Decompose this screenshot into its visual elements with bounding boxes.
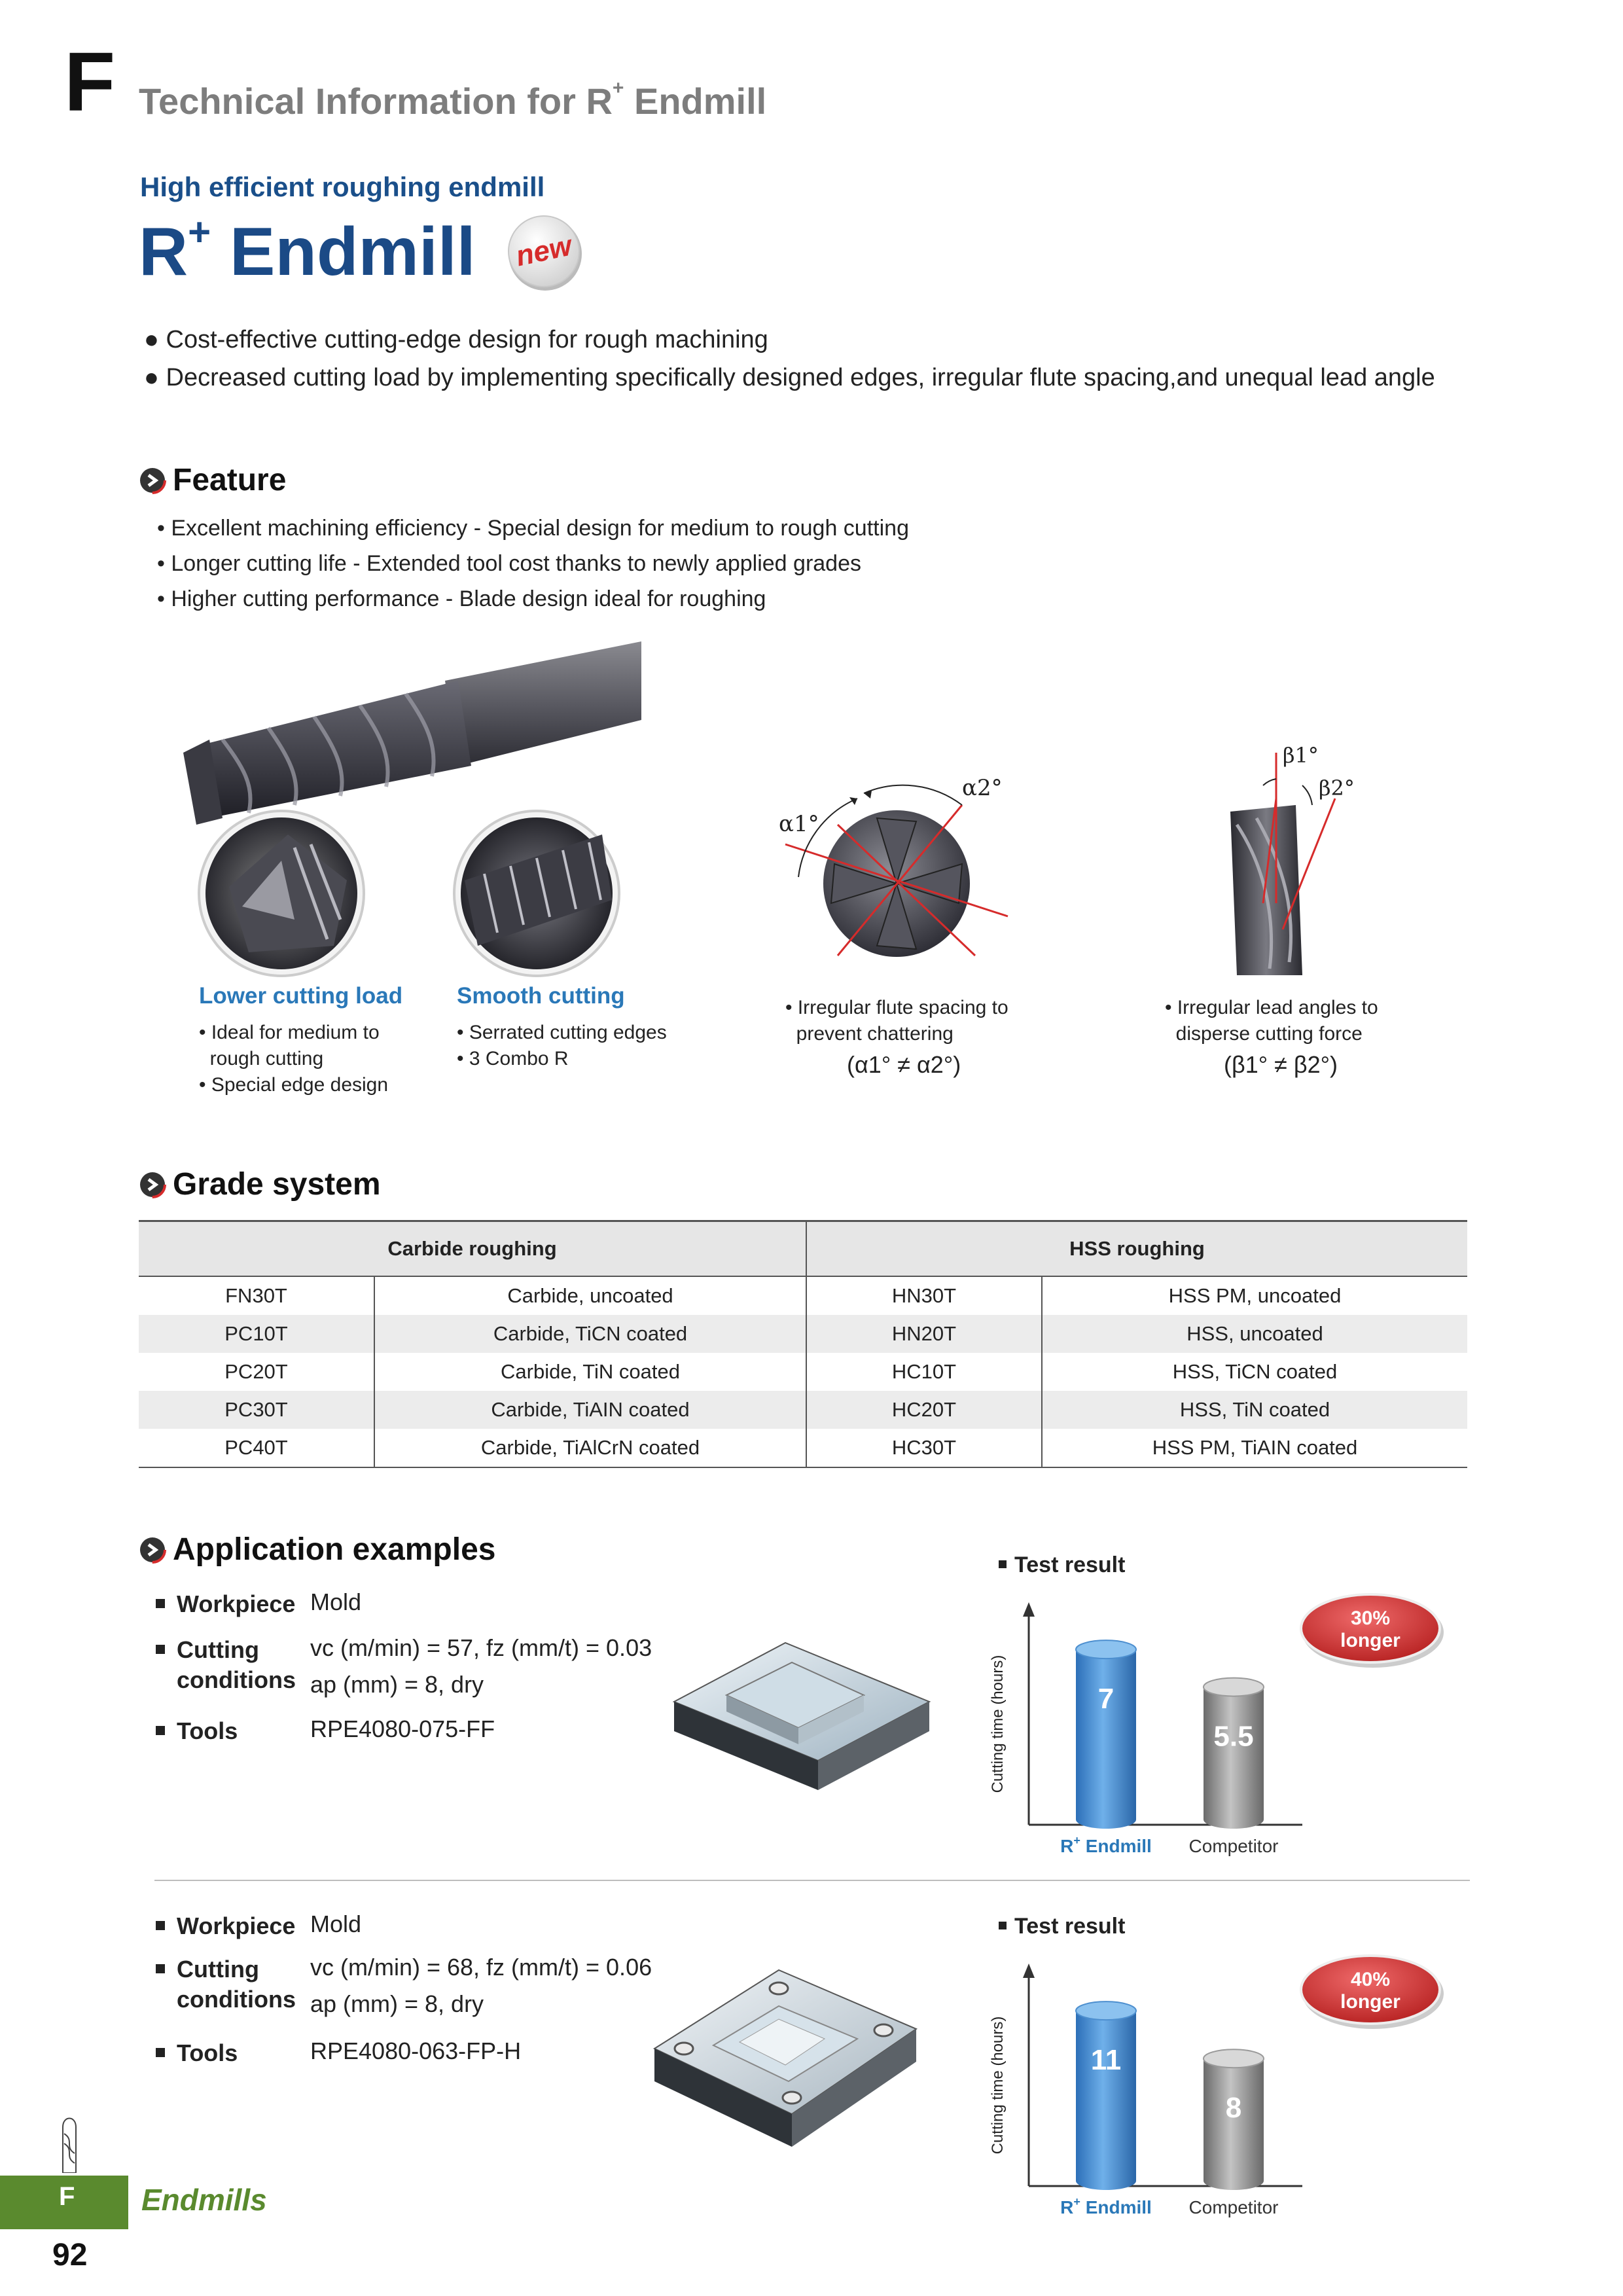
test-result-2-title: Test result — [999, 1914, 1125, 1939]
grade-description: Carbide, TiAlCrN coated — [374, 1429, 806, 1467]
example-divider — [154, 1880, 1470, 1881]
bar-top — [1076, 2001, 1136, 2020]
grade-table — [139, 1220, 1467, 1468]
section-arrow-icon — [139, 1536, 166, 1564]
workpiece-2-illustration — [648, 1957, 923, 2153]
grade-description: Carbide, uncoated — [374, 1276, 806, 1315]
lower-cutting-load-photo — [196, 808, 366, 978]
caption-lower-cutting-load: Lower cutting load • Ideal for medium to rough cutting • Special edge design — [199, 983, 403, 1096]
section-arrow-icon — [139, 1171, 166, 1198]
grade-description: HSS, uncoated — [1042, 1315, 1467, 1353]
page-title: Technical Information for R+ Endmill — [139, 77, 767, 122]
footer-section-name: Endmills — [141, 2183, 267, 2217]
test-result-1-chart — [982, 1584, 1453, 1859]
data-label: 5.5 — [1213, 1720, 1254, 1753]
table-row — [139, 1315, 1467, 1353]
category-label: Competitor — [1188, 1836, 1279, 1856]
smooth-cutting-photo — [452, 808, 622, 978]
grade-table-header — [139, 1221, 1467, 1277]
y-axis-label: Cutting time (hours) — [989, 1655, 1007, 1793]
grade-description: Carbide, TiCN coated — [374, 1315, 806, 1353]
application-examples-heading: Application examples — [139, 1532, 495, 1568]
section-arrow-icon — [139, 467, 166, 494]
caption-flute-spacing: • Irregular flute spacing to prevent chattering (α1° ≠ α2°) — [785, 997, 1008, 1078]
product-subtitle: High efficient roughing endmill — [140, 171, 545, 202]
y-axis-label: Cutting time (hours) — [989, 2016, 1007, 2155]
bar-base — [1076, 1810, 1136, 1829]
table-row — [139, 1353, 1467, 1391]
category-label: R+ Endmill — [1060, 2195, 1152, 2217]
data-label: 7 — [1097, 1683, 1115, 1715]
caption-lead-angle: • Irregular lead angles to disperse cutting force (β1° ≠ β2°) — [1165, 997, 1378, 1078]
grade-code: PC20T — [224, 1360, 288, 1383]
footer-tab-letter: F — [59, 2182, 75, 2211]
grade-code: FN30T — [225, 1284, 287, 1307]
feature-list — [157, 511, 909, 617]
intro-bullet: ● Decreased cutting load by implementing specifically designed edges, irregular flute spacing,and unequal lead angle — [144, 364, 1435, 391]
bar-base — [1076, 2172, 1136, 2190]
grade-code: PC30T — [139, 1391, 374, 1429]
endmill-photo — [183, 641, 654, 831]
badge-text: longer — [1340, 1630, 1400, 1651]
workpiece-1-illustration — [668, 1630, 942, 1800]
category-label: R+ Endmill — [1060, 1834, 1152, 1856]
grade-description: Carbide, TiAIN coated — [374, 1391, 806, 1429]
bar-top — [1076, 1640, 1136, 1659]
bar-r-plus-endmill — [1076, 2011, 1136, 2181]
test-result-1-title: Test result — [999, 1552, 1125, 1578]
grade-description: HSS, TiN coated — [1042, 1391, 1467, 1429]
lead-angle-diagram — [1204, 733, 1374, 982]
grade-system-heading: Grade system — [139, 1166, 381, 1202]
feature-heading: Feature — [139, 462, 286, 498]
badge-percent: 30% — [1350, 1607, 1391, 1629]
svg-text:β2°: β2° — [1319, 776, 1355, 800]
y-axis-arrow-icon — [1023, 1602, 1035, 1617]
bar-base — [1204, 2172, 1264, 2190]
feature-item: • Longer cutting life - Extended tool cost thanks to newly applied grades — [157, 551, 861, 576]
data-label: 11 — [1090, 2044, 1122, 2077]
grade-description: Carbide, TiN coated — [374, 1353, 806, 1391]
product-title: R+ Endmill — [139, 210, 476, 290]
bar-r-plus-endmill — [1076, 1649, 1136, 1820]
bar-base — [1204, 1810, 1264, 1829]
table-row — [139, 1276, 1467, 1315]
test-result-2-chart — [982, 1945, 1453, 2220]
caption-smooth-cutting: Smooth cutting • Serrated cutting edges • 3 Combo R — [457, 983, 667, 1069]
data-label: 8 — [1225, 2092, 1242, 2125]
column-header: Carbide roughing — [139, 1221, 806, 1277]
page-number: 92 — [52, 2238, 88, 2272]
feature-item: • Higher cutting performance - Blade design ideal for roughing — [157, 586, 766, 611]
svg-text:β1°: β1° — [1283, 743, 1319, 768]
endmill-tab-icon — [56, 2108, 82, 2173]
grade-code: HN20T — [806, 1315, 1042, 1353]
grade-code: HC20T — [806, 1391, 1042, 1429]
table-row — [139, 1391, 1467, 1429]
grade-description: HSS PM, uncoated — [1042, 1276, 1467, 1315]
grade-code: PC10T — [139, 1315, 374, 1353]
svg-text:new: new — [512, 229, 575, 273]
y-axis-arrow-icon — [1023, 1964, 1035, 1978]
badge-text: longer — [1340, 1991, 1400, 2013]
grade-code: HN30T — [806, 1276, 1042, 1315]
grade-code: HC10T — [806, 1353, 1042, 1391]
bar-competitor — [1204, 1687, 1264, 1820]
flute-spacing-diagram — [766, 759, 1027, 969]
bar-top — [1204, 1678, 1264, 1696]
grade-description: HSS, TiCN coated — [1042, 1353, 1467, 1391]
intro-bullet-list — [144, 321, 1435, 397]
svg-text:α1°: α1° — [779, 811, 819, 837]
column-header: HSS roughing — [806, 1221, 1467, 1277]
grade-code: HC30T — [806, 1429, 1042, 1467]
category-label: Competitor — [1188, 2197, 1279, 2217]
grade-description: HSS PM, TiAIN coated — [1042, 1429, 1467, 1467]
intro-bullet: ● Cost-effective cutting-edge design for rough machining — [144, 326, 768, 353]
bar-top — [1204, 2049, 1264, 2068]
section-letter: F — [64, 35, 116, 129]
svg-text:α2°: α2° — [962, 775, 1003, 801]
badge-percent: 40% — [1350, 1969, 1391, 1990]
table-row — [139, 1429, 1467, 1467]
grade-code: PC40T — [139, 1429, 374, 1467]
new-badge — [503, 209, 588, 295]
feature-item: • Excellent machining efficiency - Special design for medium to rough cutting — [157, 516, 909, 541]
